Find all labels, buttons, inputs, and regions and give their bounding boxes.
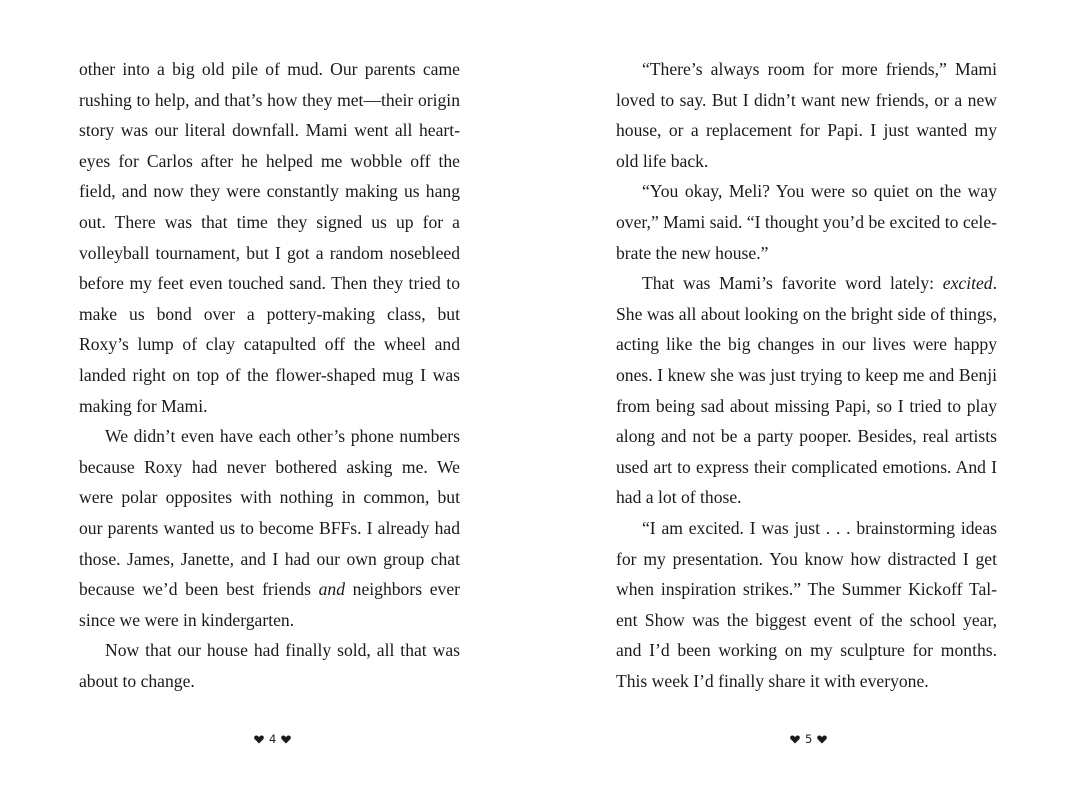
italic-text: excited: [942, 273, 993, 294]
text-run: other into a big old pile of mud. Our parents came rushing to help, and that’s how they met—their origin story was our literal downfall. Mami went all heart-eyes for Carlos after he helped me wobble off the field, and now they were constantly making us hang out. There was that time they signed us up for a volleyball tournament, but I got a random nosebleed before my feet even touched sand. Then they tried to make us bond over a pottery-making class, but Roxy’s lump of clay catapulted off the wheel and landed right on top of the flower-shaped mug I was making for Mami.: [79, 59, 460, 416]
heart-icon: [281, 735, 291, 744]
paragraph: [79, 421, 460, 635]
text-run: “You okay, Meli? You were so quiet on the way over,” Mami said. “I thought you’d be excited to celebrate the new house.”: [616, 181, 997, 263]
paragraph: [616, 176, 997, 268]
paragraph: [616, 513, 997, 697]
paragraph: [616, 268, 997, 513]
right-page: [616, 54, 997, 696]
heart-icon: [817, 735, 827, 744]
text-run: neighbors ever since we were in kindergarten.: [79, 579, 460, 630]
left-page: [79, 54, 460, 696]
text-run: Now that our house had finally sold, all that was about to change.: [79, 640, 460, 691]
text-run: “There’s always room for more friends,” Mami loved to say. But I didn’t want new friends, or a new house, or a replacement for Papi. I just wanted my old life back.: [616, 59, 997, 171]
text-run: . She was all about looking on the bright side of things, acting like the big changes in our lives were happy ones. I knew she was just trying to keep me and Benji from being sad about missing Papi, so I tried to play along and not be a party pooper. Besides, real artists used art to express their complicated emotions. And I had a lot of those.: [616, 273, 997, 508]
text-run: That was Mami’s favorite word lately:: [642, 273, 943, 294]
heart-icon: [790, 735, 800, 744]
page-number: 5: [805, 732, 813, 746]
page-number-footer-left: [254, 732, 291, 746]
page-number: 4: [269, 732, 277, 746]
page-number-footer-right: [790, 732, 827, 746]
paragraph: [79, 635, 460, 696]
text-run: “I am excited. I was just . . . brainstorming ideas for my presentation. You know how distracted I get when inspiration strikes.” The Summer Kickoff Talent Show was the biggest event of the school year, and I’d been working on my sculpture for months. This week I’d finally share it with everyone.: [616, 517, 997, 691]
paragraph: [616, 54, 997, 176]
heart-icon: [254, 735, 264, 744]
italic-text: and: [318, 579, 345, 600]
text-run: We didn’t even have each other’s phone numbers because Roxy had never bothered asking me. We were polar opposites with nothing in common, but our parents wanted us to become BFFs. I already had those. James, Janette, and I had our own group chat because we’d been best friends: [79, 426, 460, 600]
paragraph: [79, 54, 460, 421]
